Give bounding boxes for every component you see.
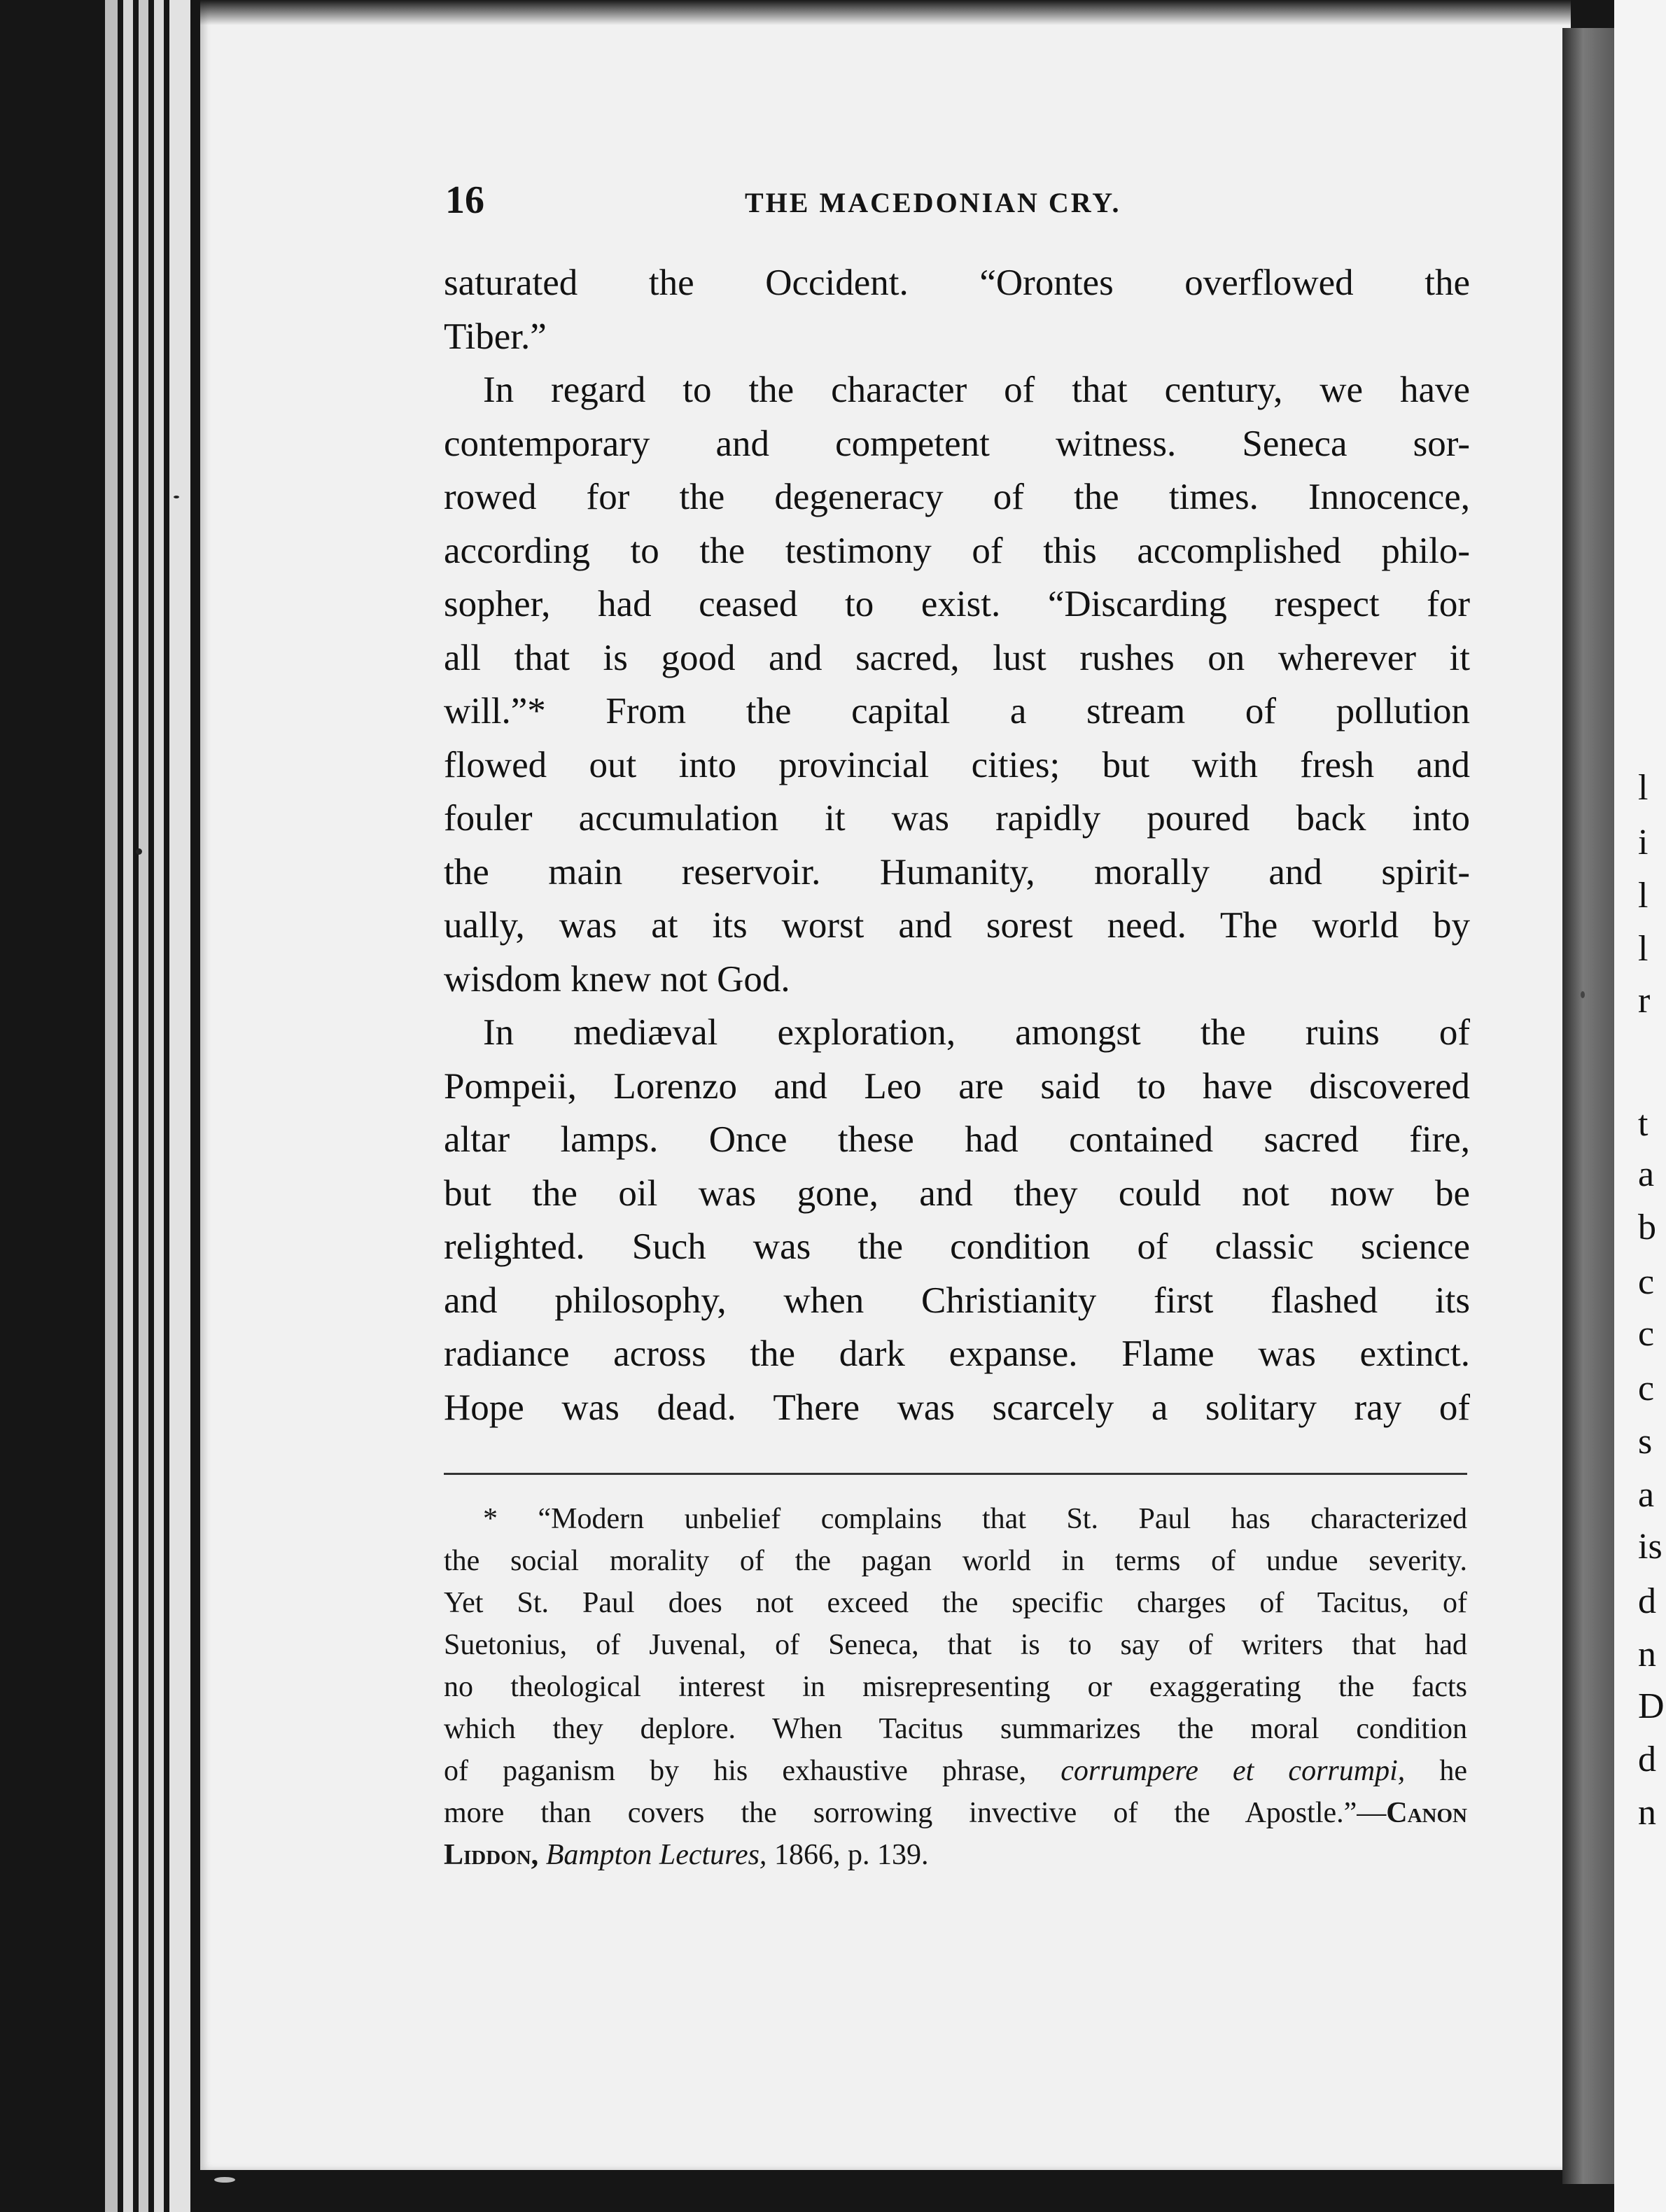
body-line: will.”* From the capital a stream of pollution	[444, 691, 1470, 732]
body-line: radiance across the dark expanse. Flame was extinct.	[444, 1334, 1470, 1374]
scan-speck	[214, 2177, 235, 2183]
body-line: sopher, had ceased to exist. “Discarding respect for	[444, 584, 1470, 624]
footnote	[444, 1498, 1467, 1876]
source-citation: 1866, p. 139.	[766, 1839, 929, 1871]
running-head	[445, 178, 1460, 220]
body-line: but the oil was gone, and they could not now be	[444, 1172, 1470, 1214]
footnote-line: Yet St. Paul does not exceed the specific charges of Tacitus, of	[444, 1587, 1467, 1619]
body-line: the main reservoir. Humanity, morally and spirit-	[444, 851, 1470, 892]
next-page-letter: s	[1638, 1422, 1653, 1462]
source-title: Bampton Lectures,	[545, 1839, 767, 1871]
scan-speck	[136, 848, 142, 855]
body-line: relighted. Such was the condition of classic science	[444, 1226, 1470, 1267]
footnote-line	[444, 1792, 1467, 1834]
page-edge	[105, 0, 118, 2212]
next-page-letter: d	[1638, 1740, 1656, 1779]
next-page-letter: D	[1638, 1686, 1665, 1726]
body-line: Hope was dead. There was scarcely a solitary ray of	[444, 1387, 1470, 1428]
scan-speck	[174, 496, 179, 498]
body-line: according to the testimony of this accomplished philo-	[444, 530, 1470, 571]
latin-phrase: corrumpere et corrumpi,	[1060, 1755, 1406, 1787]
footnote-text: more than covers the sorrowing invective of the Apostle.”—	[444, 1797, 1387, 1829]
scan-speck	[1581, 991, 1585, 998]
body-line: and philosophy, when Christianity first flashed its	[444, 1280, 1470, 1321]
next-page-letter: c	[1638, 1368, 1655, 1408]
next-page-letter: n	[1638, 1634, 1656, 1674]
footnote-line	[444, 1834, 1467, 1876]
body-line: flowed out into provincial cities; but with fresh and	[444, 744, 1470, 785]
footnote-line: the social morality of the pagan world in terms of undue severity.	[444, 1545, 1467, 1577]
page-edge	[154, 0, 164, 2212]
author-title: Canon	[1386, 1797, 1467, 1829]
body-line: saturated the Occident. “Orontes overflowed the	[444, 262, 1470, 303]
author-name: Liddon,	[444, 1839, 539, 1871]
page-edge	[139, 0, 148, 2212]
next-page-letter: is	[1638, 1527, 1662, 1567]
next-page-letter: r	[1638, 981, 1651, 1021]
body-line: rowed for the degeneracy of the times. Innocence,	[444, 477, 1470, 517]
body-line: fouler accumulation it was rapidly poured back into	[444, 798, 1470, 839]
footnote-line: which they deplore. When Tacitus summarizes the moral condition	[444, 1713, 1467, 1745]
footnote-text	[538, 1839, 546, 1871]
body-line: In mediæval exploration, amongst the ruins of	[483, 1012, 1470, 1053]
page-edge	[123, 0, 133, 2212]
body-line: wisdom knew not God.	[444, 958, 790, 1000]
next-page-letter: i	[1638, 822, 1648, 862]
running-title: THE MACEDONIAN CRY.	[745, 187, 1121, 218]
page-top-shadow	[200, 0, 1571, 25]
next-page-letter: l	[1638, 929, 1648, 969]
footnote-text: he	[1405, 1755, 1467, 1787]
body-line: contemporary and competent witness. Seneca sor-	[444, 423, 1470, 464]
next-page-letter: l	[1638, 768, 1648, 808]
body-line: ually, was at its worst and sorest need. The world by	[444, 905, 1470, 946]
body-text	[444, 256, 1470, 1434]
next-page-letter: d	[1638, 1581, 1656, 1621]
footnote-rule	[444, 1473, 1467, 1475]
footnote-line	[444, 1750, 1467, 1792]
next-page-letter: l	[1638, 876, 1648, 916]
binding-gutter	[1562, 28, 1614, 2184]
next-page-letter: b	[1638, 1208, 1656, 1247]
next-page-letter: c	[1638, 1262, 1655, 1302]
body-line: altar lamps. Once these had contained sacred fire,	[444, 1119, 1470, 1160]
page-number: 16	[445, 178, 484, 222]
next-page-letter: n	[1638, 1793, 1656, 1833]
body-line: In regard to the character of that century, we have	[483, 370, 1470, 410]
next-page-letter: a	[1638, 1475, 1655, 1515]
body-line: Tiber.”	[444, 316, 547, 357]
body-line: Pompeii, Lorenzo and Leo are said to have discovered	[444, 1065, 1470, 1107]
body-line: all that is good and sacred, lust rushes on wherever it	[444, 637, 1470, 678]
next-page-letter: t	[1638, 1104, 1648, 1144]
footnote-line: no theological interest in misrepresenting or exaggerating the facts	[444, 1671, 1467, 1703]
footnote-text: of paganism by his exhaustive phrase,	[444, 1755, 1061, 1787]
footnote-line: Suetonius, of Juvenal, of Seneca, that is to say of writers that had	[444, 1629, 1467, 1661]
next-page-letter: a	[1638, 1154, 1655, 1194]
next-page-letter: c	[1638, 1314, 1655, 1354]
footnote-line: * “Modern unbelief complains that St. Paul has characterized	[483, 1503, 1467, 1535]
page-edge	[169, 0, 190, 2212]
